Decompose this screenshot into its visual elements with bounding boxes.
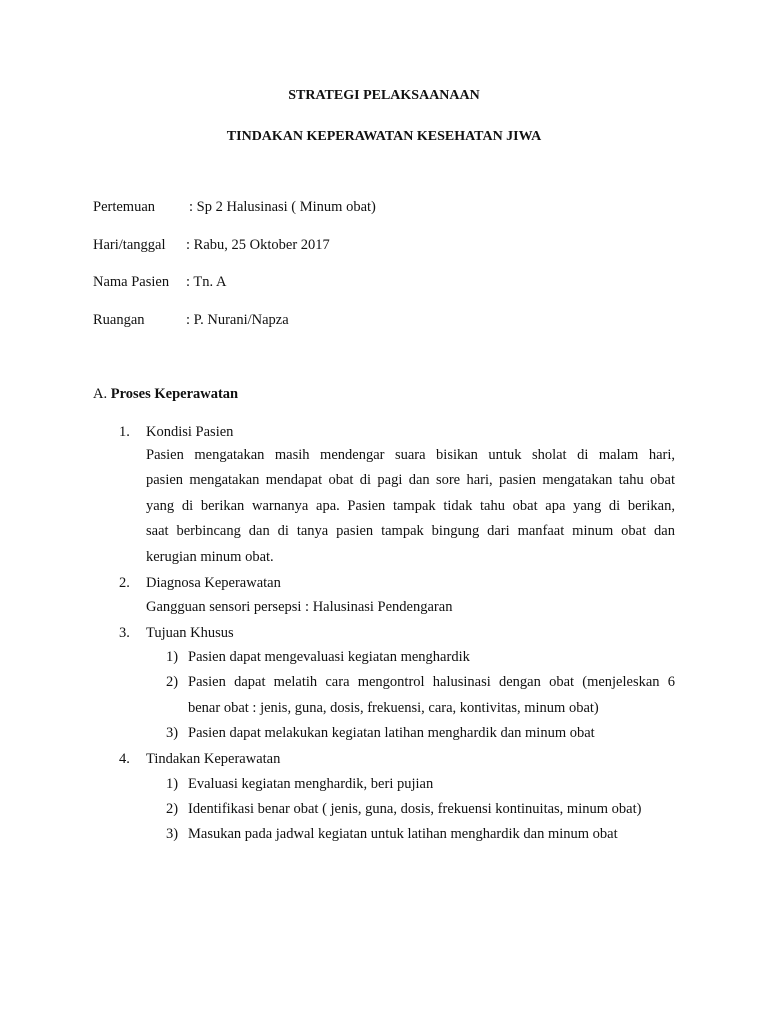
item-3-sub-3-text: Pasien dapat melakukan kegiatan latihan menghardik dan minum obat xyxy=(188,725,595,741)
item-3-sub-3-number: 3) xyxy=(166,725,179,741)
document-subtitle: TINDAKAN KEPERAWATAN KESEHATAN JIWA xyxy=(226,129,542,144)
section-a-heading xyxy=(93,386,238,403)
meta-value-nama-pasien: : Tn. A xyxy=(186,274,227,290)
item-3-sub-2-number: 2) xyxy=(166,674,179,690)
paragraph-line: saat berbincang dan di tanya pasien tampak bingung dari manfaat minum obat dan xyxy=(146,523,675,540)
section-a-prefix: A. xyxy=(93,386,108,402)
section-a-title: Proses Keperawatan xyxy=(110,386,239,402)
meta-value-ruangan: : P. Nurani/Napza xyxy=(186,312,289,328)
paragraph-line: pasien mengatakan mendapat obat di pagi dan sore hari, pasien mengatakan tahu obat xyxy=(146,472,675,489)
item-2-number: 2. xyxy=(119,575,130,591)
item-4-sub-2-text: Identifikasi benar obat ( jenis, guna, dosis, frekuensi kontinuitas, minum obat) xyxy=(188,801,642,817)
item-2-text: Gangguan sensori persepsi : Halusinasi Pendengaran xyxy=(146,599,453,615)
paragraph-line: yang di berikan warnanya apa. Pasien tampak tidak tahu obat apa yang di berikan, xyxy=(146,497,675,514)
meta-label-pertemuan: Pertemuan xyxy=(93,199,156,215)
item-3-sub-2-text-line-1: Pasien dapat melatih cara mengontrol halusinasi dengan obat (menjeleskan 6 xyxy=(188,674,675,690)
paragraph-line: kerugian minum obat. xyxy=(146,548,274,565)
meta-value-hari-tanggal: : Rabu, 25 Oktober 2017 xyxy=(186,237,330,253)
item-4-sub-3-text: Masukan pada jadwal kegiatan untuk latihan menghardik dan minum obat xyxy=(188,826,618,842)
item-3-sub-1-text: Pasien dapat mengevaluasi kegiatan menghardik xyxy=(188,649,470,665)
item-4-sub-3-number: 3) xyxy=(166,826,179,842)
item-3-number: 3. xyxy=(119,625,130,641)
item-3-sub-2-text-line-2: benar obat : jenis, guna, dosis, frekuensi, cara, kontivitas, minum obat) xyxy=(188,700,599,716)
document-title: STRATEGI PELAKSAANAAN xyxy=(288,88,480,103)
item-3-sub-1-number: 1) xyxy=(166,649,179,665)
paragraph-line: Pasien mengatakan masih mendengar suara bisikan untuk sholat di malam hari, xyxy=(146,447,675,463)
item-4-sub-1-text: Evaluasi kegiatan menghardik, beri pujian xyxy=(188,776,434,792)
item-1-heading: Kondisi Pasien xyxy=(146,424,234,440)
meta-label-hari-tanggal: Hari/tanggal xyxy=(93,237,166,253)
meta-label-nama-pasien: Nama Pasien xyxy=(93,274,170,290)
item-4-number: 4. xyxy=(119,751,130,767)
item-4-heading: Tindakan Keperawatan xyxy=(146,751,281,767)
meta-label-ruangan: Ruangan xyxy=(93,312,145,328)
item-4-sub-1-number: 1) xyxy=(166,776,179,792)
item-1-number: 1. xyxy=(119,424,130,440)
item-1-paragraph xyxy=(146,443,675,570)
meta-value-pertemuan: : Sp 2 Halusinasi ( Minum obat) xyxy=(189,199,376,215)
item-3-heading: Tujuan Khusus xyxy=(146,625,234,641)
item-4-sub-2-number: 2) xyxy=(166,801,179,817)
item-2-heading: Diagnosa Keperawatan xyxy=(146,575,281,591)
